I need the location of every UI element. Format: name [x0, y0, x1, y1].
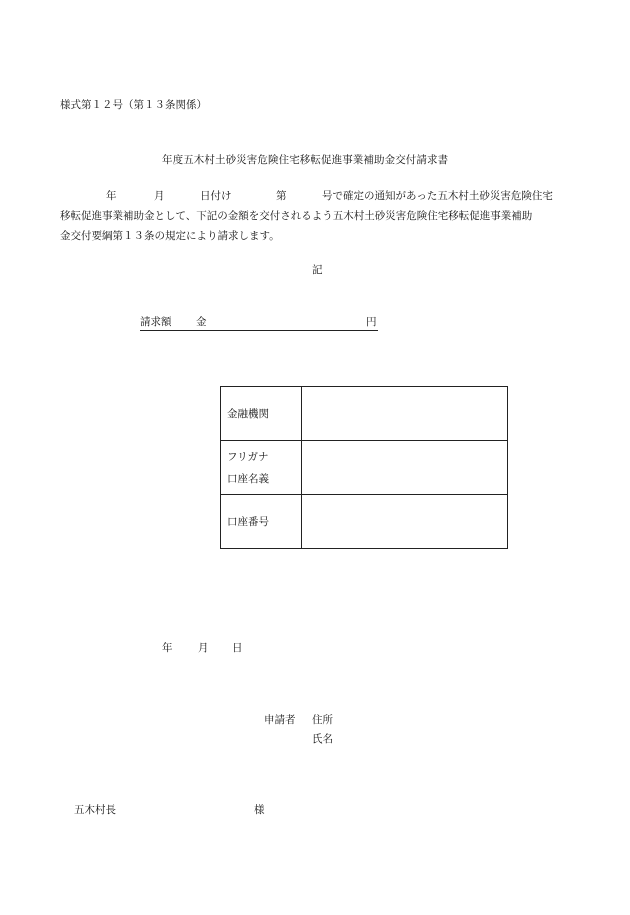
request-amount-underline — [140, 330, 378, 331]
signature-month: 月 — [198, 642, 209, 654]
signature-date — [162, 643, 252, 657]
applicant-label: 申請者 — [264, 714, 296, 726]
request-kin: 金 — [196, 316, 207, 328]
body-line-3: 金交付要綱第１３条の規定により請求します。 — [60, 230, 280, 242]
request-amount-label: 請求額 — [140, 316, 172, 328]
body-date-month: 月 — [154, 190, 165, 202]
body-date-day: 日付け — [200, 190, 232, 202]
body-date-year: 年 — [106, 190, 117, 202]
furigana-label: フリガナ — [227, 450, 269, 463]
body-line-2: 移転促進事業補助金として、下記の金額を交付されるよう五木村土砂災害危険住宅移転促進事業補助 — [60, 210, 533, 222]
signature-day: 日 — [232, 642, 243, 654]
request-amount-row — [140, 317, 378, 333]
ki-heading: 記 — [312, 264, 323, 276]
account-number-value-cell[interactable] — [302, 495, 508, 549]
account-holder-value-cell[interactable] — [302, 441, 508, 495]
bank-name-label: 金融機関 — [227, 407, 269, 420]
account-number-label-cell — [221, 495, 302, 549]
account-holder-label: 口座名義 — [227, 472, 269, 485]
addressee: 五木村長 — [74, 804, 116, 816]
body-ref-prefix: 第 — [276, 190, 287, 202]
request-yen: 円 — [366, 316, 377, 328]
signature-year: 年 — [162, 642, 173, 654]
table-row — [221, 387, 508, 441]
bank-account-table — [220, 386, 508, 549]
document-title: 年度五木村土砂災害危険住宅移転促進事業補助金交付請求書 — [162, 154, 449, 166]
table-row — [221, 441, 508, 495]
form-number: 様式第１２号（第１３条関係） — [60, 99, 207, 111]
table-row — [221, 495, 508, 549]
account-holder-label-cell — [221, 441, 302, 495]
name-label: 氏名 — [312, 733, 333, 745]
address-label: 住所 — [312, 714, 333, 726]
bank-name-value-cell[interactable] — [302, 387, 508, 441]
bank-name-label-cell — [221, 387, 302, 441]
body-line-1 — [60, 191, 580, 205]
account-number-label: 口座番号 — [227, 515, 269, 528]
body-ref-suffix: 号で確定の通知があった五木村土砂災害危険住宅 — [322, 190, 553, 202]
honorific: 様 — [254, 804, 265, 816]
